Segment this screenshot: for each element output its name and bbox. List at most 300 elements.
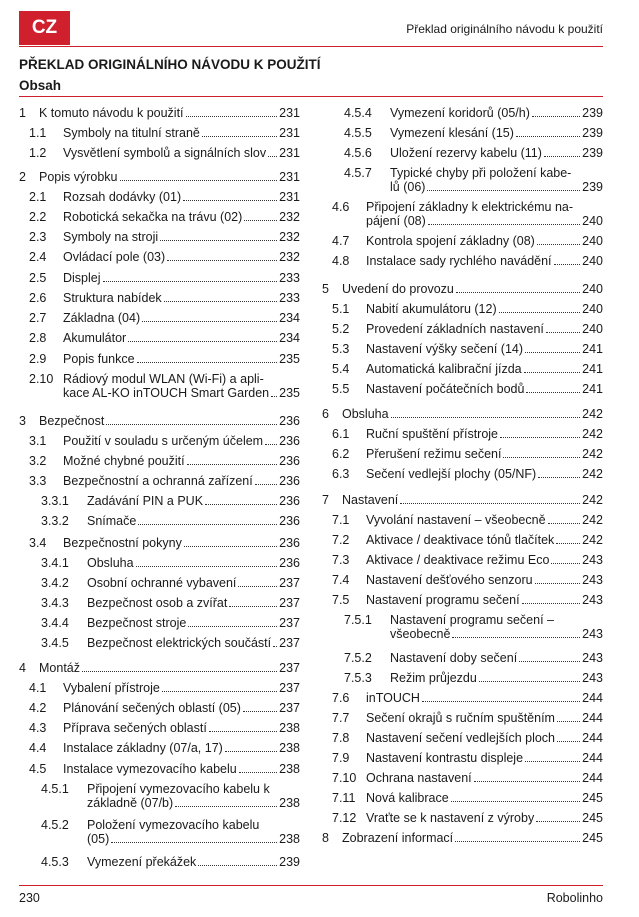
dot-leader bbox=[265, 444, 277, 445]
toc-entry-number: 7.4 bbox=[332, 573, 350, 587]
toc-entry-title bbox=[87, 636, 300, 650]
toc-entry-title bbox=[63, 536, 300, 550]
toc-entry-text: Osobní ochranné vybavení bbox=[87, 576, 237, 590]
toc-entry-number: 3.2 bbox=[29, 454, 47, 468]
toc-entry-title bbox=[63, 331, 300, 345]
toc-entry bbox=[322, 671, 603, 685]
dot-leader bbox=[103, 281, 278, 282]
toc-entry bbox=[322, 771, 603, 785]
toc-entry-title bbox=[39, 414, 300, 428]
toc-entry bbox=[322, 553, 603, 567]
toc-entry-title bbox=[390, 651, 603, 665]
dot-leader bbox=[452, 637, 580, 638]
toc-entry-page: 237 bbox=[279, 576, 300, 590]
dot-leader bbox=[544, 156, 580, 157]
toc-entry-page: 239 bbox=[582, 180, 603, 194]
toc-entry-page: 242 bbox=[582, 407, 603, 421]
toc-entry-title bbox=[366, 200, 603, 228]
toc-entry bbox=[19, 434, 300, 448]
toc-entry-number: 4.8 bbox=[332, 254, 350, 268]
toc-entry-text: Bezpečnost osob a zvířat bbox=[87, 596, 228, 610]
toc-entry-title bbox=[87, 855, 300, 869]
dot-leader bbox=[556, 543, 580, 544]
dot-leader bbox=[479, 681, 580, 682]
toc-entry-text: Nastavení sečení vedlejších ploch bbox=[366, 731, 555, 745]
toc-entry-number: 2.7 bbox=[29, 311, 47, 325]
toc-entry-title bbox=[366, 573, 603, 587]
toc-entry-number: 7.9 bbox=[332, 751, 350, 765]
toc-entry-text: Sečení okrajů s ručním spuštěním bbox=[366, 711, 555, 725]
toc-entry-number: 6.2 bbox=[332, 447, 350, 461]
toc-entry-page: 236 bbox=[279, 514, 300, 528]
toc-entry-text: Nastavení doby sečení bbox=[390, 651, 518, 665]
toc-entry-title bbox=[87, 596, 300, 610]
dot-leader bbox=[427, 190, 580, 191]
toc-entry-number: 4.4 bbox=[29, 741, 47, 755]
toc-entry-title bbox=[63, 372, 300, 400]
toc-entry-page: 243 bbox=[582, 553, 603, 567]
toc-entry-text: Popis výrobku bbox=[39, 170, 118, 184]
dot-leader bbox=[138, 524, 277, 525]
dot-leader bbox=[160, 240, 277, 241]
dot-leader bbox=[455, 841, 580, 842]
dot-leader bbox=[175, 806, 277, 807]
toc-entry-page: 236 bbox=[279, 556, 300, 570]
toc-entry-page: 236 bbox=[279, 474, 300, 488]
toc-entry bbox=[322, 234, 603, 248]
toc-entry-number: 3.4.1 bbox=[41, 556, 69, 570]
toc-entry-title bbox=[87, 556, 300, 570]
brand-name: Robolinho bbox=[546, 891, 603, 905]
toc-entry-title bbox=[63, 291, 300, 305]
toc-entry-number: 5.4 bbox=[332, 362, 350, 376]
toc-entry bbox=[19, 616, 300, 630]
dot-leader bbox=[400, 503, 580, 504]
toc-entry-title bbox=[366, 322, 603, 336]
toc-entry-text: Nastavení výšky sečení (14) bbox=[366, 342, 524, 356]
toc-entry bbox=[322, 254, 603, 268]
toc-entry-title bbox=[63, 762, 300, 776]
toc-entry-text: Instalace sady rychlého navádění bbox=[366, 254, 552, 268]
dot-leader bbox=[273, 646, 277, 647]
toc-entry bbox=[322, 166, 603, 194]
toc-entry-page: 240 bbox=[582, 322, 603, 336]
dot-leader bbox=[451, 801, 580, 802]
toc-entry bbox=[322, 731, 603, 745]
toc-entry bbox=[19, 352, 300, 366]
toc-entry-text: Přerušení režimu sečení bbox=[366, 447, 502, 461]
dot-leader bbox=[538, 477, 580, 478]
dot-leader bbox=[167, 260, 277, 261]
toc-entry-page: 240 bbox=[582, 254, 603, 268]
toc-entry-text: K tomuto návodu k použití bbox=[39, 106, 184, 120]
dot-leader bbox=[422, 701, 580, 702]
toc-entry bbox=[19, 230, 300, 244]
toc-entry-page: 241 bbox=[582, 362, 603, 376]
toc-entry bbox=[322, 533, 603, 547]
toc-entry-page: 243 bbox=[582, 671, 603, 685]
toc-entry-text: Bezpečnostní a ochranná zařízení bbox=[63, 474, 253, 488]
toc-entry-page: 238 bbox=[279, 721, 300, 735]
toc-entry-text: Nastavení programu sečení bbox=[366, 593, 520, 607]
toc-entry-text: Připojení vymezovacího kabelu k bbox=[87, 782, 270, 796]
toc-entry-title bbox=[63, 210, 300, 224]
dot-leader bbox=[524, 372, 581, 373]
toc-entry-page: 244 bbox=[582, 771, 603, 785]
dot-leader bbox=[205, 504, 277, 505]
toc-entry-number: 4.7 bbox=[332, 234, 350, 248]
toc-entry bbox=[322, 126, 603, 140]
toc-entry bbox=[19, 146, 300, 160]
toc-entry-page: 232 bbox=[279, 250, 300, 264]
toc-entry-text: Bezpečnost bbox=[39, 414, 105, 428]
toc-entry-title bbox=[87, 782, 300, 810]
dot-leader bbox=[225, 751, 277, 752]
toc-entry-number: 7 bbox=[322, 493, 329, 507]
toc-entry bbox=[19, 681, 300, 695]
toc-entry-page: 242 bbox=[582, 493, 603, 507]
toc-entry bbox=[19, 250, 300, 264]
dot-leader bbox=[516, 136, 580, 137]
toc-entry-text: Připojení základny k elektrickému na- bbox=[366, 200, 574, 214]
toc-entry-number: 2.10 bbox=[29, 372, 54, 386]
toc-entry-page: 243 bbox=[582, 573, 603, 587]
header-divider bbox=[19, 46, 603, 47]
toc-entry bbox=[19, 331, 300, 345]
toc-entry-title bbox=[63, 741, 300, 755]
dot-leader bbox=[391, 417, 581, 418]
toc-entry-title bbox=[87, 494, 300, 508]
toc-entry bbox=[19, 271, 300, 285]
toc-entry-number: 1 bbox=[19, 106, 26, 120]
toc-entry-number: 7.5.3 bbox=[344, 671, 372, 685]
toc-entry bbox=[322, 322, 603, 336]
dot-leader bbox=[519, 661, 580, 662]
toc-entry-page: 242 bbox=[582, 447, 603, 461]
toc-entry-page: 232 bbox=[279, 230, 300, 244]
toc-entry bbox=[322, 427, 603, 441]
heading-divider bbox=[19, 96, 603, 97]
toc-entry-title bbox=[390, 126, 603, 140]
toc-entry-title bbox=[87, 818, 300, 846]
toc-entry-number: 2.3 bbox=[29, 230, 47, 244]
toc-entry-page: 240 bbox=[582, 302, 603, 316]
toc-entry-text: Nabití akumulátoru (12) bbox=[366, 302, 497, 316]
toc-entry-text: Aktivace / deaktivace tónů tlačítek bbox=[366, 533, 555, 547]
toc-entry bbox=[322, 362, 603, 376]
toc-entry-number: 4 bbox=[19, 661, 26, 675]
dot-leader bbox=[239, 772, 277, 773]
toc-entry-number: 4.5 bbox=[29, 762, 47, 776]
toc-entry-text: Nastavení programu sečení – bbox=[390, 613, 554, 627]
toc-entry-text: Sečení vedlejší plochy (05/NF) bbox=[366, 467, 537, 481]
toc-entry-number: 2.1 bbox=[29, 190, 47, 204]
toc-entry bbox=[322, 407, 603, 421]
toc-entry-text: Montáž bbox=[39, 661, 80, 675]
toc-entry-number: 7.5.2 bbox=[344, 651, 372, 665]
toc-entry-title bbox=[63, 126, 300, 140]
toc-entry-text: Vymezení klesání (15) bbox=[390, 126, 514, 140]
toc-entry-title bbox=[390, 166, 603, 194]
toc-entry-text: Aktivace / deaktivace režimu Eco bbox=[366, 553, 550, 567]
toc-entry-text: Rozsah dodávky (01) bbox=[63, 190, 182, 204]
toc-entry-title bbox=[63, 721, 300, 735]
dot-leader bbox=[522, 603, 581, 604]
toc-entry-title bbox=[366, 731, 603, 745]
toc-entry-page: 235 bbox=[279, 386, 300, 400]
toc-entry bbox=[19, 576, 300, 590]
toc-entry bbox=[322, 811, 603, 825]
toc-entry-number: 3.3 bbox=[29, 474, 47, 488]
toc-entry bbox=[322, 651, 603, 665]
toc-entry-text: Vybalení přístroje bbox=[63, 681, 160, 695]
toc-entry bbox=[19, 721, 300, 735]
toc-entry-text: Uložení rezervy kabelu (11) bbox=[390, 146, 542, 160]
toc-entry bbox=[322, 593, 603, 607]
toc-entry bbox=[322, 302, 603, 316]
toc-entry bbox=[19, 291, 300, 305]
toc-entry-number: 7.5 bbox=[332, 593, 350, 607]
toc-entry-page: 237 bbox=[279, 596, 300, 610]
toc-entry-number: 5 bbox=[322, 282, 329, 296]
toc-entry-text: (05) bbox=[87, 832, 110, 846]
dot-leader bbox=[209, 731, 277, 732]
toc-entry-title bbox=[366, 447, 603, 461]
toc-entry bbox=[19, 414, 300, 428]
dot-leader bbox=[500, 437, 580, 438]
toc-entry-number: 3.1 bbox=[29, 434, 47, 448]
dot-leader bbox=[243, 711, 277, 712]
toc-entry-page: 231 bbox=[279, 126, 300, 140]
toc-entry-text: Nastavení bbox=[342, 493, 399, 507]
toc-entry-title bbox=[390, 106, 603, 120]
toc-entry-text: kace AL-KO inTOUCH Smart Garden bbox=[63, 386, 270, 400]
toc-entry bbox=[322, 146, 603, 160]
toc-entry-text: Rádiový modul WLAN (Wi-Fi) a apli- bbox=[63, 372, 264, 386]
toc-entry-text: Uvedení do provozu bbox=[342, 282, 454, 296]
dot-leader bbox=[551, 563, 580, 564]
toc-entry-text: Nastavení kontrastu displeje bbox=[366, 751, 524, 765]
toc-entry bbox=[322, 711, 603, 725]
toc-entry-text: Základna (04) bbox=[63, 311, 141, 325]
dot-leader bbox=[202, 136, 277, 137]
toc-entry-title bbox=[342, 282, 603, 296]
toc-entry-page: 245 bbox=[582, 831, 603, 845]
toc-entry-page: 240 bbox=[582, 234, 603, 248]
toc-entry bbox=[19, 210, 300, 224]
dot-leader bbox=[554, 264, 581, 265]
toc-entry-page: 238 bbox=[279, 832, 300, 846]
toc-entry-title bbox=[39, 106, 300, 120]
toc-entry bbox=[19, 762, 300, 776]
toc-entry-text: Zadávání PIN a PUK bbox=[87, 494, 204, 508]
toc-entry-page: 244 bbox=[582, 751, 603, 765]
toc-entry-text: Vymezení koridorů (05/h) bbox=[390, 106, 530, 120]
toc-entry-number: 4.5.1 bbox=[41, 782, 69, 796]
toc-entry bbox=[19, 818, 300, 846]
toc-entry-text: Režim průjezdu bbox=[390, 671, 477, 685]
toc-entry-title bbox=[366, 691, 603, 705]
toc-entry-number: 6.3 bbox=[332, 467, 350, 481]
toc-entry-page: 244 bbox=[582, 731, 603, 745]
toc-entry-text: Vyvolání nastavení – všeobecně bbox=[366, 513, 546, 527]
toc-entry-title bbox=[39, 170, 300, 184]
toc-entry-page: 235 bbox=[279, 352, 300, 366]
toc-entry-title bbox=[366, 362, 603, 376]
toc-entry-page: 240 bbox=[582, 282, 603, 296]
dot-leader bbox=[142, 321, 277, 322]
toc-entry bbox=[19, 106, 300, 120]
toc-entry-text: Nastavení počátečních bodů bbox=[366, 382, 525, 396]
page-number: 230 bbox=[19, 891, 40, 905]
toc-entry-page: 231 bbox=[279, 170, 300, 184]
toc-entry bbox=[19, 311, 300, 325]
toc-entry-text: Robotická sekačka na trávu (02) bbox=[63, 210, 243, 224]
toc-entry-page: 237 bbox=[279, 616, 300, 630]
toc-entry-title bbox=[342, 493, 603, 507]
dot-leader bbox=[525, 352, 580, 353]
toc-entry-text: Ochrana nastavení bbox=[366, 771, 472, 785]
toc-entry bbox=[322, 382, 603, 396]
toc-entry-text: Automatická kalibrační jízda bbox=[366, 362, 522, 376]
toc-entry-number: 2.5 bbox=[29, 271, 47, 285]
toc-entry-number: 1.1 bbox=[29, 126, 47, 140]
toc-entry-page: 238 bbox=[279, 796, 300, 810]
toc-entry-title bbox=[366, 302, 603, 316]
toc-entry-page: 233 bbox=[279, 271, 300, 285]
toc-entry bbox=[19, 494, 300, 508]
toc-entry-text: základně (07/b) bbox=[87, 796, 174, 810]
toc-entry-title bbox=[87, 514, 300, 528]
running-title: Překlad originálního návodu k použití bbox=[406, 22, 603, 36]
toc-entry-number: 6 bbox=[322, 407, 329, 421]
toc-entry-title bbox=[63, 230, 300, 244]
dot-leader bbox=[536, 821, 580, 822]
toc-entry-page: 238 bbox=[279, 762, 300, 776]
dot-leader bbox=[548, 523, 581, 524]
toc-entry-title bbox=[390, 671, 603, 685]
toc-entry-page: 231 bbox=[279, 106, 300, 120]
toc-entry-text: Instalace vymezovacího kabelu bbox=[63, 762, 237, 776]
dot-leader bbox=[546, 332, 580, 333]
toc-entry-page: 236 bbox=[279, 454, 300, 468]
dot-leader bbox=[184, 546, 277, 547]
toc-entry bbox=[322, 106, 603, 120]
toc-entry-text: Položení vymezovacího kabelu bbox=[87, 818, 260, 832]
toc-entry-title bbox=[366, 234, 603, 248]
toc-entry bbox=[322, 691, 603, 705]
toc-entry-number: 7.3 bbox=[332, 553, 350, 567]
toc-entry-text: Struktura nabídek bbox=[63, 291, 162, 305]
toc-entry bbox=[322, 613, 603, 641]
toc-entry-number: 4.1 bbox=[29, 681, 47, 695]
toc-entry-title bbox=[366, 254, 603, 268]
toc-entry-number: 3.4.4 bbox=[41, 616, 69, 630]
toc-entry-text: Symboly na titulní straně bbox=[63, 126, 200, 140]
toc-entry-number: 4.2 bbox=[29, 701, 47, 715]
toc-entry-text: Zobrazení informací bbox=[342, 831, 454, 845]
toc-entry-title bbox=[63, 352, 300, 366]
toc-entry-page: 236 bbox=[279, 536, 300, 550]
toc-entry-number: 7.5.1 bbox=[344, 613, 372, 627]
toc-entry-text: Nastavení dešťového senzoru bbox=[366, 573, 533, 587]
toc-entry-text: Bezpečnost elektrických součástí bbox=[87, 636, 272, 650]
dot-leader bbox=[82, 671, 277, 672]
dot-leader bbox=[255, 484, 277, 485]
toc-entry-number: 7.2 bbox=[332, 533, 350, 547]
toc-entry-title bbox=[342, 831, 603, 845]
toc-entry-title bbox=[366, 513, 603, 527]
toc-entry-number: 7.1 bbox=[332, 513, 350, 527]
dot-leader bbox=[198, 865, 277, 866]
toc-entry-number: 7.10 bbox=[332, 771, 357, 785]
toc-entry bbox=[19, 190, 300, 204]
toc-entry bbox=[322, 200, 603, 228]
toc-entry-title bbox=[63, 250, 300, 264]
toc-entry-title bbox=[63, 271, 300, 285]
dot-leader bbox=[128, 341, 277, 342]
toc-entry bbox=[322, 573, 603, 587]
toc-entry-title bbox=[366, 791, 603, 805]
toc-entry-number: 3.4 bbox=[29, 536, 47, 550]
toc-entry-text: Provedení základních nastavení bbox=[366, 322, 544, 336]
toc-entry-number: 2 bbox=[19, 170, 26, 184]
toc-entry-page: 244 bbox=[582, 711, 603, 725]
toc-entry-text: Displej bbox=[63, 271, 101, 285]
toc-entry bbox=[19, 536, 300, 550]
dot-leader bbox=[229, 606, 277, 607]
toc-entry-page: 242 bbox=[582, 513, 603, 527]
toc-entry-number: 2.9 bbox=[29, 352, 47, 366]
toc-entry-title bbox=[39, 661, 300, 675]
toc-entry-number: 3.4.5 bbox=[41, 636, 69, 650]
toc-entry bbox=[322, 831, 603, 845]
toc-entry-title bbox=[63, 701, 300, 715]
toc-entry-number: 2.8 bbox=[29, 331, 47, 345]
dot-leader bbox=[120, 180, 278, 181]
toc-entry-page: 242 bbox=[582, 533, 603, 547]
toc-entry-number: 7.8 bbox=[332, 731, 350, 745]
toc-entry-page: 239 bbox=[582, 146, 603, 160]
toc-entry bbox=[322, 467, 603, 481]
toc-entry bbox=[19, 661, 300, 675]
toc-entry-title bbox=[63, 146, 300, 160]
dot-leader bbox=[187, 464, 278, 465]
page-title: PŘEKLAD ORIGINÁLNÍHO NÁVODU K POUŽITÍ bbox=[19, 57, 321, 72]
toc-entry-text: inTOUCH bbox=[366, 691, 420, 705]
toc-entry-number: 4.5.6 bbox=[344, 146, 372, 160]
toc-entry-text: Nová kalibrace bbox=[366, 791, 449, 805]
toc-entry-number: 7.7 bbox=[332, 711, 350, 725]
toc-entry-page: 239 bbox=[582, 106, 603, 120]
toc-entry-text: Ovládací pole (03) bbox=[63, 250, 166, 264]
toc-entry-text: Vraťte se k nastavení z výroby bbox=[366, 811, 535, 825]
dot-leader bbox=[532, 116, 580, 117]
language-badge: CZ bbox=[19, 11, 70, 45]
toc-entry-title bbox=[366, 533, 603, 547]
toc-entry-number: 4.5.7 bbox=[344, 166, 372, 180]
toc-entry-page: 240 bbox=[582, 214, 603, 228]
toc-entry-number: 4.5.5 bbox=[344, 126, 372, 140]
toc-entry bbox=[322, 513, 603, 527]
dot-leader bbox=[499, 312, 581, 313]
dot-leader bbox=[238, 586, 277, 587]
toc-entry-number: 2.2 bbox=[29, 210, 47, 224]
toc-entry-number: 4.6 bbox=[332, 200, 350, 214]
toc-entry-page: 243 bbox=[582, 627, 603, 641]
toc-entry-page: 232 bbox=[279, 210, 300, 224]
toc-entry-text: Obsluha bbox=[87, 556, 134, 570]
